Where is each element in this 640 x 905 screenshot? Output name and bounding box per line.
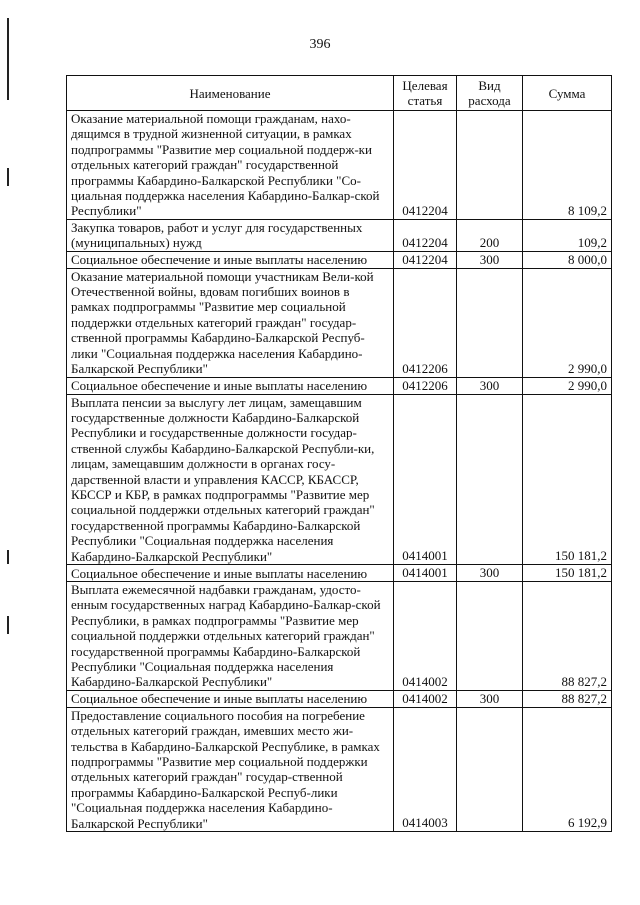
row-amount: 88 827,2 — [523, 581, 612, 690]
row-code: 0412206 — [394, 377, 457, 394]
table-row — [67, 377, 612, 394]
margin-mark — [7, 168, 9, 186]
budget-table — [66, 75, 612, 832]
header-amount: Сумма — [523, 76, 612, 111]
margin-mark — [7, 18, 9, 100]
row-type — [457, 394, 523, 564]
header-name: Наименование — [67, 76, 394, 111]
row-type: 300 — [457, 564, 523, 581]
table-row — [67, 581, 612, 690]
row-name: Социальное обеспечение и иные выплаты населению — [67, 377, 394, 394]
row-name: Социальное обеспечение и иные выплаты населению — [67, 564, 394, 581]
row-amount: 150 181,2 — [523, 564, 612, 581]
row-amount: 2 990,0 — [523, 377, 612, 394]
row-name: Социальное обеспечение и иные выплаты населению — [67, 251, 394, 268]
table-row — [67, 111, 612, 220]
row-name: Оказание материальной помощи гражданам, нахо-дящимся в трудной жизненной ситуации, в рамках подпрограммы "Развитие мер социальной поддерж-ки отдельных категорий граждан" государственной программы Кабардино-Балкарской Республики "Со-циальная поддержка населения Кабардино-Балкар-ской Республики" — [67, 111, 394, 220]
table-row — [67, 394, 612, 564]
table-header-row — [67, 76, 612, 111]
row-amount: 150 181,2 — [523, 394, 612, 564]
row-type: 300 — [457, 377, 523, 394]
margin-mark — [7, 616, 9, 634]
row-code: 0412204 — [394, 251, 457, 268]
row-name: Предоставление социального пособия на погребение отдельных категорий граждан, имевших место жи-тельства в Кабардино-Балкарской Республике, в рамках подпрограммы "Развитие мер социальной поддержки отдельных категорий граждан" государ-ственной программы Кабардино-Балкарской Респуб-лики "Социальная поддержка населения Кабардино-Балкарской Республики" — [67, 707, 394, 831]
row-code: 0414001 — [394, 394, 457, 564]
row-type — [457, 581, 523, 690]
row-name: Выплата пенсии за выслугу лет лицам, замещавшим государственные должности Кабардино-Балкарской Республики и государственные должности государ-ственной службы Кабардино-Балкарской Республи-ки, лицам, замещавшим должности в органах госу-дарственной власти и управления КАССР, КБАССР, КБССР и КБР, в рамках подпрограммы "Развитие мер социальной поддержки отдельных категорий граждан" государственной программы Кабардино-Балкарской Республики "Социальная поддержка населения Кабардино-Балкарской Республики" — [67, 394, 394, 564]
row-type — [457, 707, 523, 831]
row-code: 0414001 — [394, 564, 457, 581]
table-row — [67, 268, 612, 377]
page-number: 396 — [309, 37, 331, 52]
table-row — [67, 251, 612, 268]
table-row — [67, 707, 612, 831]
row-code: 0414002 — [394, 690, 457, 707]
row-amount: 6 192,9 — [523, 707, 612, 831]
row-amount: 8 000,0 — [523, 251, 612, 268]
row-amount: 8 109,2 — [523, 111, 612, 220]
row-name: Закупка товаров, работ и услуг для государственных (муниципальных) нужд — [67, 219, 394, 251]
row-code: 0412204 — [394, 111, 457, 220]
row-code: 0412204 — [394, 219, 457, 251]
row-amount: 109,2 — [523, 219, 612, 251]
table-row — [67, 564, 612, 581]
row-type: 200 — [457, 219, 523, 251]
row-code: 0414003 — [394, 707, 457, 831]
table-row — [67, 690, 612, 707]
row-code: 0412206 — [394, 268, 457, 377]
row-name: Оказание материальной помощи участникам Вели-кой Отечественной войны, вдовам погибших воинов в рамках подпрограммы "Развитие мер социальной поддержки отдельных категорий граждан" государ-ственной программы Кабардино-Балкарской Респуб-лики "Социальная поддержка населения Кабардино-Балкарской Республики" — [67, 268, 394, 377]
row-type — [457, 111, 523, 220]
row-name: Выплата ежемесячной надбавки гражданам, удосто-енным государственных наград Кабардино-Балкар-ской Республики, в рамках подпрограммы "Развитие мер социальной поддержки отдельных категорий граждан" государственной программы Кабардино-Балкарской Республики "Социальная поддержка населения Кабардино-Балкарской Республики" — [67, 581, 394, 690]
row-amount: 88 827,2 — [523, 690, 612, 707]
row-name: Социальное обеспечение и иные выплаты населению — [67, 690, 394, 707]
margin-mark — [7, 550, 9, 564]
table-row — [67, 219, 612, 251]
header-code: Целевая статья — [394, 76, 457, 111]
row-type: 300 — [457, 690, 523, 707]
header-type: Вид расхода — [457, 76, 523, 111]
row-type — [457, 268, 523, 377]
row-type: 300 — [457, 251, 523, 268]
row-code: 0414002 — [394, 581, 457, 690]
row-amount: 2 990,0 — [523, 268, 612, 377]
